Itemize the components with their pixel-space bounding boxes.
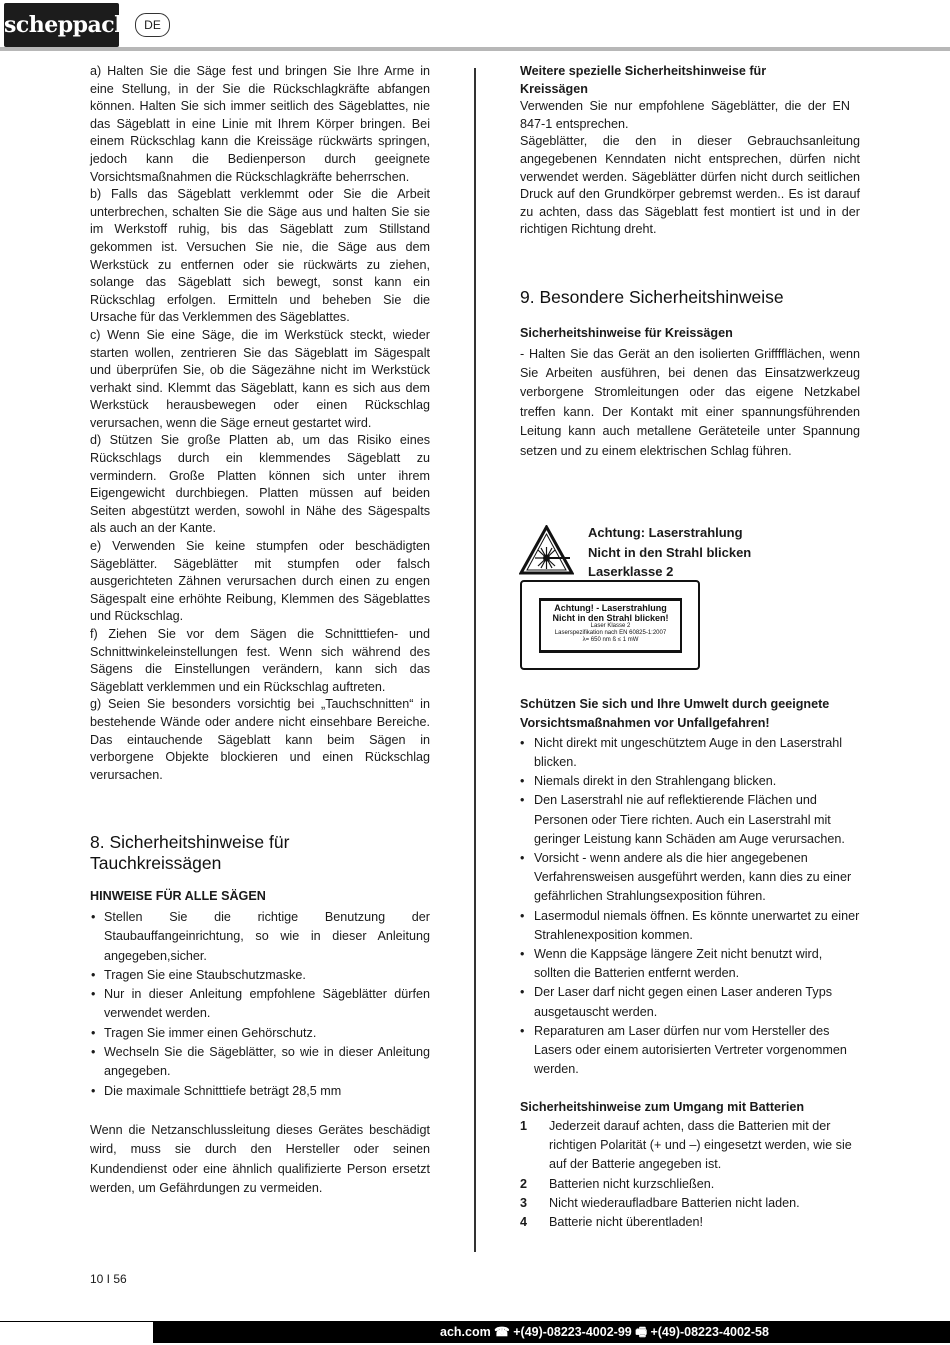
- laser-line: Laserklasse 2: [588, 564, 674, 579]
- list-item: 4 Batterie nicht überentladen!: [520, 1215, 704, 1230]
- section-9-subtitle: Sicherheitshinweise für Kreissägen: [520, 325, 733, 340]
- weitere-title: Weitere spezielle Sicherheitshinweise für Kreissägen: [520, 64, 767, 96]
- paragraph-e: e) Verwenden Sie keine stumpfen oder beschädigten Sägeblätter. Sägeblätter mit stumpfen oder falsch ausgerichteten Zähnen verursachen durch einen zu engen Sägespalt eine erhöhte Reibung, Klemmen des Sägeblattes und Rückschlag.: [90, 539, 430, 624]
- list-item: • Nur in dieser Anleitung empfohlene Sägeblätter dürfen verwendet werden.: [90, 985, 430, 1024]
- weitere-paragraph-1: Verwenden Sie nur empfohlene Sägeblätter, die der EN 847-1 entsprechen.: [520, 99, 850, 131]
- label-line: Laserspezifikation nach EN 60825-1:2007: [554, 630, 667, 636]
- list-item: 1 Jederzeit darauf achten, dass die Batterien mit der richtigen Polarität (+ und –) eingesetzt werden, wie sie auf der Batterie angegeben ist.: [520, 1119, 852, 1172]
- list-item: 3 Nicht wiederaufladbare Batterien nicht laden.: [520, 1195, 800, 1210]
- list-item: • Lasermodul niemals öffnen. Es könnte unerwartet zu einer Strahlenexposition kommen.: [520, 907, 860, 945]
- list-item: • Niemals direkt in den Strahlengang blicken.: [520, 772, 860, 791]
- list-item: • Tragen Sie immer einen Gehörschutz.: [90, 1024, 430, 1043]
- section-9-title: 9. Besondere Sicherheitshinweise: [520, 286, 784, 307]
- label-line: λ= 650 nm ß ≤ 1 mW: [582, 637, 639, 643]
- page-number: 10 I 56: [90, 1272, 127, 1286]
- laser-line: Nicht in den Strahl blicken: [588, 544, 752, 560]
- list-item: • Nicht direkt mit ungeschütztem Auge in den Laserstrahl blicken.: [520, 734, 860, 772]
- label-line: Nicht in den Strahl blicken!: [552, 613, 669, 623]
- brand-logo: scheppach: [4, 3, 119, 47]
- laser-warning-text: [588, 523, 751, 582]
- paragraph-a: a) Halten Sie die Säge fest und bringen Sie Ihre Arme in eine Stellung, in der Sie die Rückschlagkräfte abfangen können. Halten Sie sich immer seitlich des Sägeblattes, nie das Sägeblatt in eine Linie mit Ihrem Körper bringen. Bei einem Rückschlag kann die Kreissäge rückwärts springen, jedoch kann die Bedienperson durch geeignete Vorsichtsmaßnahmen die Rückschlagkräfte beherrschen.: [90, 64, 430, 184]
- list-item: • Den Laserstrahl nie auf reflektierende Flächen und Personen oder Tiere richten. Auch ein Laserstrahl mit geringer Leistung kann Schäden am Auge verursachen.: [520, 791, 860, 849]
- list-item: • Wenn die Kappsäge längere Zeit nicht benutzt wird, sollten die Batterien entfernt werden.: [520, 945, 860, 983]
- list-item: • Wechseln Sie die Sägeblätter, so wie in dieser Anleitung angegeben.: [90, 1043, 430, 1082]
- list-item: • Vorsicht - wenn andere als die hier angegebenen Verfahrensweisen ausgeführt werden, kann dies zu einer gefährlichen Strahlungsexposition führen.: [520, 849, 860, 907]
- list-item: • Stellen Sie die richtige Benutzung der Staubauffangeinrichtung, so wie in dieser Anleitung angegeben,sicher.: [90, 908, 430, 966]
- right-column: [520, 63, 860, 461]
- paragraph-g: g) Seien Sie besonders vorsichtig bei „Tauchschnitten“ in bestehende Wände oder andere nicht einsehbare Bereiche. Das eintauchende Sägeblatt kann beim Sägen in verborgene Objekte blockieren und einen Rückschlag verursachen.: [90, 697, 430, 782]
- list-item: • Der Laser darf nicht gegen einen Laser anderen Typs ausgetauscht werden.: [520, 983, 860, 1021]
- battery-list: [520, 1117, 860, 1232]
- schuetzen-title: Schützen Sie sich und Ihre Umwelt durch geeignete Vorsichtsmaßnahmen vor Unfallgefahren!: [520, 697, 830, 731]
- battery-title: Sicherheitshinweise zum Umgang mit Batterien: [520, 1100, 805, 1115]
- paragraph-b: b) Falls das Sägeblatt verklemmt oder Sie die Arbeit unterbrechen, schalten Sie die Säge aus und halten Sie sie im Werkstoff ruhig, bis das Sägeblatt zum Stillstand gekommen ist. Versuchen Sie nie, die Säge aus dem Werkstück zu entfernen oder sie rückwärts zu ziehen, solange das Sägeblatt sich bewegt, sonst kann ein Rückschlag erfolgen. Ermitteln und beheben Sie die Ursache für das Verklemmen des Sägeblattes.: [90, 187, 430, 325]
- laser-line: Achtung: Laserstrahlung: [588, 525, 743, 540]
- label-line: Achtung! - Laserstrahlung: [554, 603, 667, 613]
- section-8-list: [90, 908, 430, 1101]
- paragraph-d: d) Stützen Sie große Platten ab, um das Risiko eines Rückschlags durch ein klemmendes Sägeblatt zu vermindern. Große Platten können sich unter ihrem Eigengewicht durchbiegen. Platten müssen auf beiden Seiten abgestützt werden, sowohl in Nähe des Sägespalts als auch an der Kante.: [90, 433, 430, 536]
- label-line: Laser Klasse 2: [590, 623, 631, 629]
- list-item: • Tragen Sie eine Staubschutzmaske.: [90, 966, 430, 985]
- list-item: • Reparaturen am Laser dürfen nur vom Hersteller des Lasers oder einem autorisierten Vertreter vorgenommen werden.: [520, 1022, 860, 1080]
- paragraph-f: f) Ziehen Sie vor dem Sägen die Schnitttiefen- und Schnittwinkeleinstellungen fest. Wenn sich während des Sägens die Einstellungen verändern, kann sich das Sägeblatt verklemmen und ein Rückschlag auftreten.: [90, 627, 430, 694]
- left-column: [90, 63, 430, 1198]
- header-divider: [0, 47, 950, 51]
- language-badge: DE: [135, 13, 170, 37]
- section-9-paragraph: - Halten Sie das Gerät an den isolierten Grifffflächen, wenn Sie Arbeiten ausführen, bei denen das Einsatzwerkzeug verborgene Stromleitungen oder das eigene Netzkabel treffen kann. Der Kontakt mit einer spannungsführenden Leitung kann auch metallene Geräteteile unter Spannung setzen und zu einem elektrischen Schlag führen.: [520, 346, 860, 458]
- laser-safety-list: [520, 734, 860, 1080]
- laser-warning-icon: [519, 525, 574, 575]
- laser-label-sticker: [520, 580, 700, 670]
- footer-contact: ach.com ☎ +(49)-08223-4002-99 🖷 +(49)-08223-4002-58: [440, 1325, 769, 1339]
- right-column-lower: [520, 695, 860, 1232]
- list-item: • Die maximale Schnitttiefe beträgt 28,5 mm: [90, 1082, 430, 1101]
- closing-paragraph: Wenn die Netzanschlussleitung dieses Gerätes beschädigt wird, muss sie durch den Hersteller oder seinen Kundendienst oder eine ähnlich qualifizierte Person ersetzt werden, um Gefährdungen zu vermeiden.: [90, 1122, 430, 1195]
- list-item: 2 Batterien nicht kurzschließen.: [520, 1176, 715, 1191]
- section-8-subtitle: HINWEISE FÜR ALLE SÄGEN: [90, 889, 266, 904]
- column-divider: [474, 68, 476, 1252]
- weitere-paragraph-2: Sägeblätter, die den in dieser Gebrauchsanleitung angegebenen Kenndaten nicht entsprechen, dürfen nicht verwendet werden. Sägeblätter dürfen nicht durch seitlichen Druck auf den Grundkörper gebremst werden.. Es ist darauf zu achten, dass das Sägeblatt fest montiert ist und in der richtigen Richtung dreht.: [520, 134, 860, 237]
- section-8-title: 8. Sicherheitshinweise für Tauchkreissägen: [90, 832, 290, 874]
- paragraph-c: c) Wenn Sie eine Säge, die im Werkstück steckt, wieder starten wollen, zentrieren Sie das Sägeblatt im Sägespalt und überprüfen Sie, ob die Sägezähne nicht im Werkstück verhakt sind. Klemmt das Sägeblatt, kann es sich aus dem Werkstück herausbewegen oder einen Rückschlag verursachen, wenn die Säge erneut gestartet wird.: [90, 327, 430, 430]
